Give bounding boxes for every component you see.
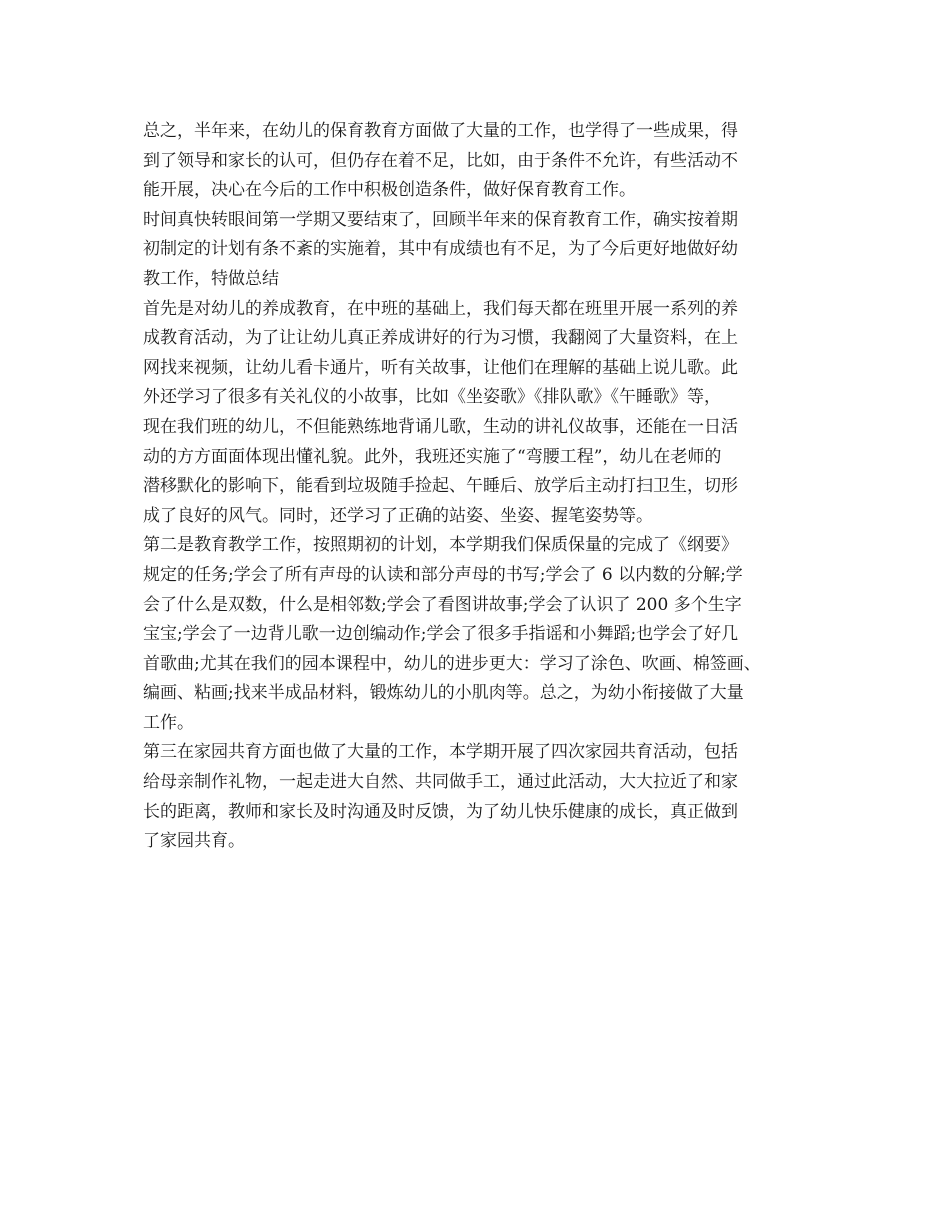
text-line: 潜移默化的影响下，能看到垃圾随手捡起、午睡后、放学后主动打扫卫生，切形 <box>143 476 738 497</box>
text-line: 到了领导和家长的认可，但仍存在着不足，比如，由于条件不允许，有些活动不 <box>143 150 738 171</box>
text-line: 首先是对幼儿的养成教育，在中班的基础上，我们每天都在班里开展一系列的养 <box>143 298 738 319</box>
text-line: 了家园共育。 <box>143 831 245 852</box>
text-line: 首歌曲;尤其在我们的园本课程中，幼儿的进步更大：学习了涂色、吹画、棉签画、 <box>143 653 761 674</box>
text-line: 外还学习了很多有关礼仪的小故事，比如《坐姿歌》《排队歌》《午睡歌》等， <box>143 387 721 408</box>
text-line: 会了什么是双数，什么是相邻数;学会了看图讲故事;学会了认识了 200 多个生字 <box>143 594 742 615</box>
text-line: 网找来视频，让幼儿看卡通片，听有关故事，让他们在理解的基础上说儿歌。此 <box>143 357 738 378</box>
text-line: 第三在家园共育方面也做了大量的工作，本学期开展了四次家园共育活动，包括 <box>143 742 738 763</box>
document-body <box>143 117 813 857</box>
text-line: 成了良好的风气。同时，还学习了正确的站姿、坐姿、握笔姿势等。 <box>143 505 653 526</box>
text-line: 初制定的计划有条不紊的实施着，其中有成绩也有不足，为了今后更好地做好幼 <box>143 239 738 260</box>
text-line: 工作。 <box>143 712 194 733</box>
text-line: 能开展，决心在今后的工作中积极创造条件，做好保育教育工作。 <box>143 180 636 201</box>
text-line: 成教育活动，为了让让幼儿真正养成讲好的行为习惯，我翻阅了大量资料，在上 <box>143 328 738 349</box>
text-line: 第二是教育教学工作，按照期初的计划，本学期我们保质保量的完成了《纲要》 <box>143 535 738 556</box>
text-line: 宝宝;学会了一边背儿歌一边创编动作;学会了很多手指谣和小舞蹈;也学会了好几 <box>143 624 739 645</box>
text-line: 时间真快转眼间第一学期又要结束了，回顾半年来的保育教育工作，确实按着期 <box>143 209 738 230</box>
text-line: 编画、粘画;找来半成品材料，锻炼幼儿的小肌肉等。总之，为幼小衔接做了大量 <box>143 683 744 704</box>
text-line: 长的距离，教师和家长及时沟通及时反馈，为了幼儿快乐健康的成长，真正做到 <box>143 801 738 822</box>
text-line: 总之，半年来，在幼儿的保育教育方面做了大量的工作，也学得了一些成果，得 <box>143 121 738 141</box>
text-line: 动的方方面面体现出懂礼貌。此外，我班还实施了“弯腰工程”，幼儿在老师的 <box>143 446 722 467</box>
text-line: 教工作，特做总结 <box>143 268 279 289</box>
text-line: 现在我们班的幼儿，不但能熟练地背诵儿歌，生动的讲礼仪故事，还能在一日活 <box>143 416 738 437</box>
text-line: 规定的任务;学会了所有声母的认读和部分声母的书写;学会了 6 以内数的分解;学 <box>143 564 743 585</box>
text-line: 给母亲制作礼物，一起走进大自然、共同做手工，通过此活动，大大拉近了和家 <box>143 772 738 793</box>
